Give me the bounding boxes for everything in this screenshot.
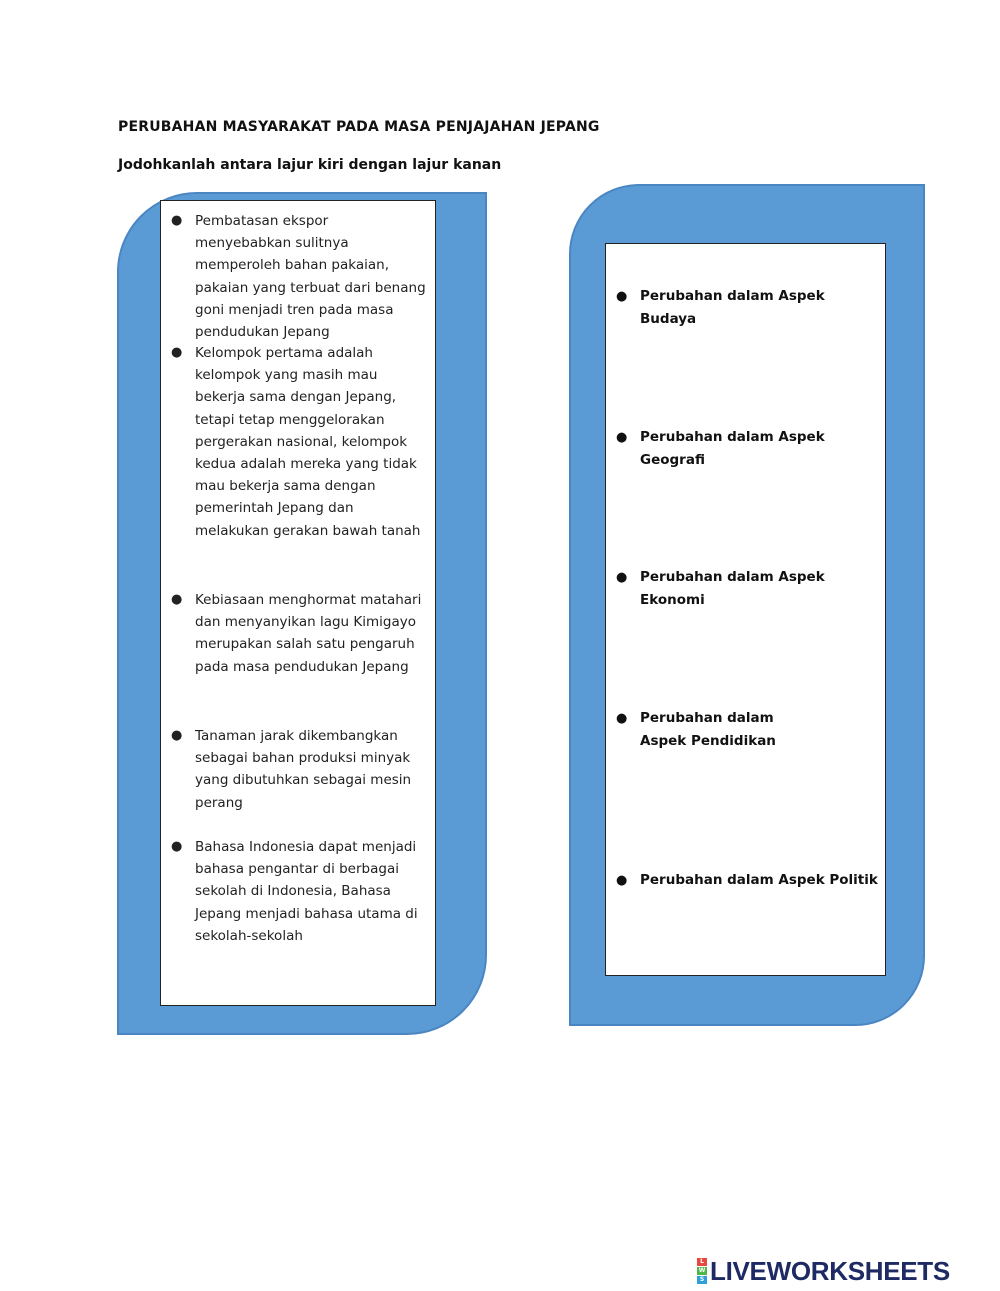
- left-item-text: Kelompok pertama adalah kelompok yang masih mau bekerja sama dengan Jepang, tetapi tetap menggelorakan pergerakan nasional, kelompok kedua adalah mereka yang tidak mau bekerja sama dengan pemerintah Jepang dan melakukan gerakan bawah tanah: [195, 345, 421, 539]
- bullet-icon: ●: [616, 289, 628, 304]
- right-item: [605, 869, 880, 892]
- bullet-icon: ●: [171, 839, 183, 854]
- bullet-icon: ●: [616, 570, 628, 585]
- worksheet-instruction: Jodohkanlah antara lajur kiri dengan lajur kanan: [118, 157, 502, 173]
- bullet-icon: ●: [171, 592, 183, 607]
- left-item-text: Bahasa Indonesia dapat menjadi bahasa pengantar di berbagai sekolah di Indonesia, Bahasa Jepang menjadi bahasa utama di sekolah-sekolah: [195, 839, 418, 944]
- bullet-icon: ●: [616, 711, 628, 726]
- worksheet-title: PERUBAHAN MASYARAKAT PADA MASA PENJAJAHAN JEPANG: [118, 119, 600, 135]
- logo-cube: S: [697, 1276, 707, 1284]
- left-item-text: Pembatasan ekspor menyebabkan sulitnya memperoleh bahan pakaian, pakaian yang terbuat dari benang goni menjadi tren pada masa pendudukan Jepang: [195, 213, 426, 341]
- bullet-icon: ●: [171, 728, 183, 743]
- left-item: [160, 836, 422, 947]
- left-item: [160, 342, 422, 542]
- bullet-icon: ●: [171, 213, 183, 228]
- right-item-text: Perubahan dalam Aspek Pendidikan: [640, 710, 776, 749]
- right-item-text: Perubahan dalam Aspek Politik: [640, 872, 878, 888]
- logo-cubes-icon: [697, 1258, 707, 1284]
- left-item-text: Kebiasaan menghormat matahari dan menyanyikan lagu Kimigayo merupakan salah satu pengaruh pada masa pendudukan Jepang: [195, 592, 422, 675]
- right-item: [605, 285, 880, 331]
- bullet-icon: ●: [171, 345, 183, 360]
- liveworksheets-logo: [697, 1256, 950, 1286]
- right-item: [605, 707, 820, 753]
- left-item: [160, 725, 422, 814]
- right-item-text: Perubahan dalam Aspek Budaya: [640, 288, 825, 327]
- bullet-icon: ●: [616, 873, 628, 888]
- left-item: [160, 589, 428, 678]
- logo-cube: L: [697, 1258, 707, 1266]
- right-item-text: Perubahan dalam Aspek Geografi: [640, 429, 825, 468]
- right-item: [605, 566, 880, 612]
- left-item: [160, 210, 428, 343]
- right-item-text: Perubahan dalam Aspek Ekonomi: [640, 569, 825, 608]
- bullet-icon: ●: [616, 430, 628, 445]
- left-item-text: Tanaman jarak dikembangkan sebagai bahan produksi minyak yang dibutuhkan sebagai mesin perang: [195, 728, 412, 811]
- logo-cube: W: [698, 1267, 706, 1274]
- logo-text: LIVEWORKSHEETS: [710, 1255, 950, 1286]
- right-item: [605, 426, 880, 472]
